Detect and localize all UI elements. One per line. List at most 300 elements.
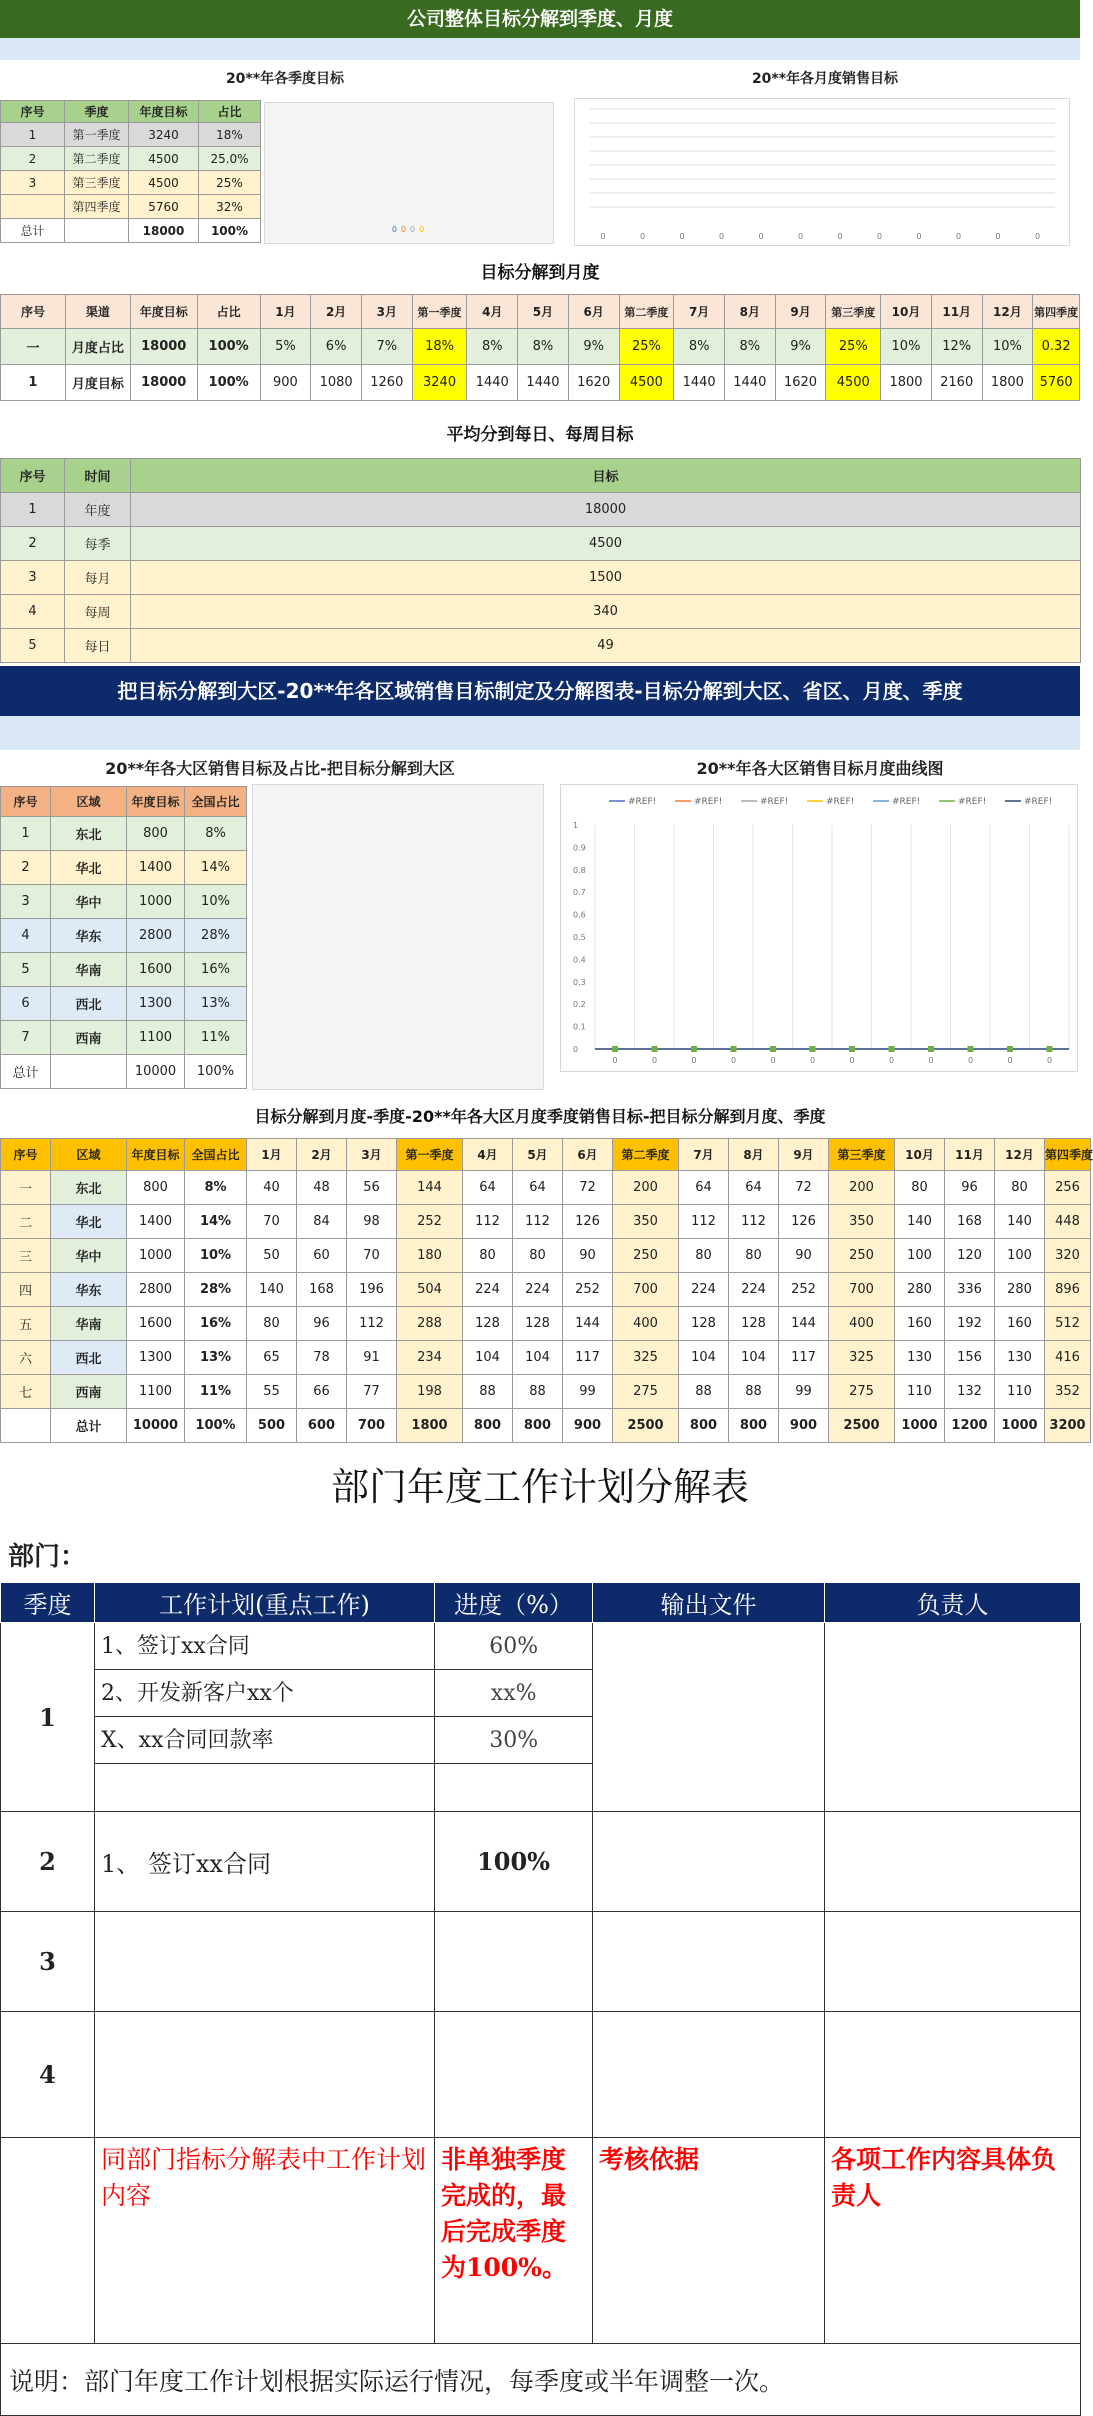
series-marker	[1047, 1046, 1053, 1052]
region-monthly-header-cell: 5月	[513, 1139, 563, 1171]
quarter-header-cell: 占比	[199, 101, 261, 123]
quarter-cell: 2	[1, 147, 65, 171]
region-monthly-cell: 224	[729, 1273, 779, 1307]
region-monthly-cell: 88	[679, 1375, 729, 1409]
daily-cell: 3	[1, 561, 65, 595]
monthly-header-cell: 4月	[467, 295, 518, 329]
region-cell: 华中	[51, 885, 127, 919]
region-monthly-cell: 250	[829, 1239, 895, 1273]
region-monthly-cell: 800	[679, 1409, 729, 1443]
quarter-cell: 18%	[199, 123, 261, 147]
monthly-cell: 1620	[568, 365, 619, 401]
x-tick-label: 0	[797, 232, 804, 241]
y-tick-label: 0.6	[573, 910, 586, 920]
region-cell: 2800	[127, 919, 185, 953]
daily-cell: 2	[1, 527, 65, 561]
region-monthly-cell: 224	[463, 1273, 513, 1307]
region-monthly-header-cell: 7月	[679, 1139, 729, 1171]
monthly-header-cell: 11月	[931, 295, 982, 329]
region-monthly-cell: 90	[563, 1239, 613, 1273]
q2-progress: 100%	[435, 1812, 593, 1912]
monthly-cell: 1440	[724, 365, 775, 401]
section5-title: 目标分解到月度-季度-20**年各大区月度季度销售目标-把目标分解到月度、季度	[254, 1107, 826, 1126]
series-marker	[849, 1046, 855, 1052]
monthly-cell: 5%	[260, 329, 311, 365]
region-monthly-cell: 252	[397, 1205, 463, 1239]
monthly-line-chart	[574, 98, 1070, 246]
monthly-header-cell: 3月	[361, 295, 412, 329]
col-owner: 负责人	[825, 1583, 1081, 1623]
quarter-cell: 第三季度	[65, 171, 129, 195]
series-marker	[652, 1046, 658, 1052]
monthly-cell: 1260	[361, 365, 412, 401]
region-monthly-cell: 800	[513, 1409, 563, 1443]
region-cell: 1400	[127, 851, 185, 885]
monthly-cell: 一	[1, 329, 66, 365]
region-target-table	[0, 786, 247, 1089]
region-monthly-table	[0, 1138, 1091, 1443]
legend-label: #REF!	[628, 797, 657, 807]
x-tick-label: 0	[888, 1056, 895, 1065]
legend-label: #REF!	[760, 797, 789, 807]
quarter-cell: 总计	[1, 219, 65, 243]
quarter-pie-chart	[264, 102, 554, 244]
region-monthly-cell: 1600	[127, 1307, 185, 1341]
daily-cell: 340	[131, 595, 1081, 629]
note-plan: 同部门指标分解表中工作计划内容	[95, 2138, 435, 2344]
series-marker	[968, 1046, 974, 1052]
quarter-header-cell: 序号	[1, 101, 65, 123]
q4-label: 4	[1, 2012, 95, 2138]
region-monthly-cell: 112	[513, 1205, 563, 1239]
region-monthly-cell: 325	[829, 1341, 895, 1375]
region-cell: 6	[1, 987, 51, 1021]
region-monthly-cell: 112	[729, 1205, 779, 1239]
pie-legend	[265, 225, 555, 234]
y-tick-label: 0.1	[573, 1022, 586, 1032]
region-monthly-header-cell: 10月	[895, 1139, 945, 1171]
monthly-cell: 100%	[197, 329, 260, 365]
quarter-cell: 4500	[129, 147, 199, 171]
region-monthly-cell: 800	[463, 1409, 513, 1443]
note-owner: 各项工作内容具体负责人	[825, 2138, 1081, 2344]
region-header-cell: 区域	[51, 787, 127, 817]
quarter-cell: 第一季度	[65, 123, 129, 147]
x-tick-label: 0	[770, 1056, 776, 1065]
region-monthly-cell: 160	[995, 1307, 1045, 1341]
region-monthly-cell: 128	[729, 1307, 779, 1341]
region-monthly-cell: 64	[513, 1171, 563, 1205]
region-monthly-cell: 70	[247, 1205, 297, 1239]
region-monthly-cell: 华东	[51, 1273, 127, 1307]
region-monthly-cell: 140	[895, 1205, 945, 1239]
region-monthly-cell: 华北	[51, 1205, 127, 1239]
region-monthly-cell: 144	[397, 1171, 463, 1205]
region-monthly-cell: 140	[247, 1273, 297, 1307]
region-monthly-cell: 70	[347, 1239, 397, 1273]
daily-cell: 4	[1, 595, 65, 629]
region-monthly-cell: 800	[729, 1409, 779, 1443]
region-monthly-cell: 西北	[51, 1341, 127, 1375]
region-monthly-cell: 280	[895, 1273, 945, 1307]
legend-label: #REF!	[826, 797, 855, 807]
monthly-cell: 9%	[775, 329, 826, 365]
daily-cell: 1500	[131, 561, 1081, 595]
region-monthly-cell: 48	[297, 1171, 347, 1205]
region-monthly-header-cell: 第三季度	[829, 1139, 895, 1171]
region-monthly-cell: 700	[613, 1273, 679, 1307]
daily-cell: 18000	[131, 493, 1081, 527]
y-tick-label: 0.5	[573, 933, 586, 942]
quarter-cell: 25%	[199, 171, 261, 195]
region-monthly-cell: 三	[1, 1239, 51, 1273]
region-monthly-cell: 250	[613, 1239, 679, 1273]
monthly-cell: 8%	[674, 329, 725, 365]
monthly-cell: 1620	[775, 365, 826, 401]
region-monthly-cell: 99	[779, 1375, 829, 1409]
region-cell: 西南	[51, 1021, 127, 1055]
y-tick-label: 0.3	[573, 977, 586, 987]
region-monthly-cell: 110	[895, 1375, 945, 1409]
region-monthly-cell: 88	[463, 1375, 513, 1409]
region-monthly-cell: 320	[1045, 1239, 1091, 1273]
monthly-cell: 18%	[412, 329, 467, 365]
monthly-cell: 8%	[724, 329, 775, 365]
region-monthly-cell: 128	[679, 1307, 729, 1341]
region-monthly-cell: 325	[613, 1341, 679, 1375]
series-marker	[731, 1046, 737, 1052]
region-monthly-cell: 72	[779, 1171, 829, 1205]
monthly-cell: 5760	[1033, 365, 1080, 401]
region-monthly-header-cell: 第二季度	[613, 1139, 679, 1171]
section1-banner: 公司整体目标分解到季度、月度	[0, 0, 1080, 38]
region-monthly-cell: 2500	[613, 1409, 679, 1443]
monthly-cell: 1	[1, 365, 66, 401]
region-cell: 西北	[51, 987, 127, 1021]
col-plan: 工作计划(重点工作)	[95, 1583, 435, 1623]
quarter-cell: 18000	[129, 219, 199, 243]
monthly-cell: 10%	[982, 329, 1033, 365]
region-monthly-cell: 一	[1, 1171, 51, 1205]
region-monthly-cell: 10%	[185, 1239, 247, 1273]
monthly-header-cell: 7月	[674, 295, 725, 329]
region-monthly-cell: 100%	[185, 1409, 247, 1443]
region-cell: 100%	[185, 1055, 247, 1089]
daily-cell: 49	[131, 629, 1081, 663]
region-monthly-cell: 117	[779, 1341, 829, 1375]
region-monthly-cell: 600	[297, 1409, 347, 1443]
region-monthly-cell: 56	[347, 1171, 397, 1205]
region-monthly-cell: 140	[995, 1205, 1045, 1239]
daily-header-cell: 序号	[1, 459, 65, 493]
quarter-cell	[1, 195, 65, 219]
x-tick-label: 0	[995, 232, 1001, 241]
q2-label: 2	[1, 1812, 95, 1912]
region-monthly-cell: 五	[1, 1307, 51, 1341]
pie-legend-item: 0	[410, 225, 416, 234]
q1-progress-3: 30%	[434, 1717, 592, 1763]
region-monthly-cell: 112	[679, 1205, 729, 1239]
region-monthly-cell: 66	[297, 1375, 347, 1409]
col-progress: 进度（%）	[435, 1583, 593, 1623]
series-marker	[928, 1046, 934, 1052]
region-monthly-cell: 234	[397, 1341, 463, 1375]
region-monthly-cell: 1100	[127, 1375, 185, 1409]
region-monthly-header-cell: 第一季度	[397, 1139, 463, 1171]
q1-item-3: X、xx合同回款率	[101, 1728, 274, 1753]
monthly-breakdown-table	[0, 294, 1080, 401]
region-monthly-header-cell: 9月	[779, 1139, 829, 1171]
monthly-header-cell: 年度目标	[130, 295, 197, 329]
daily-cell: 每周	[65, 595, 131, 629]
region-monthly-cell: 275	[613, 1375, 679, 1409]
region-cell: 1000	[127, 885, 185, 919]
x-tick-label: 0	[1007, 1056, 1013, 1065]
region-monthly-cell: 700	[829, 1273, 895, 1307]
region-monthly-cell: 2800	[127, 1273, 185, 1307]
quarter-cell: 4500	[129, 171, 199, 195]
region-monthly-cell: 280	[995, 1273, 1045, 1307]
region-cell: 10%	[185, 885, 247, 919]
region-monthly-header-cell: 2月	[297, 1139, 347, 1171]
region-monthly-cell: 104	[463, 1341, 513, 1375]
x-tick-label: 0	[679, 232, 685, 241]
region-cell: 东北	[51, 817, 127, 851]
region-monthly-cell: 64	[463, 1171, 513, 1205]
monthly-cell: 3240	[412, 365, 467, 401]
region-cell: 华东	[51, 919, 127, 953]
region-monthly-cell: 126	[779, 1205, 829, 1239]
region-monthly-cell: 252	[563, 1273, 613, 1307]
region-cell: 3	[1, 885, 51, 919]
note-progress: 非单独季度完成的，最后完成季度为100%。	[435, 2138, 593, 2344]
region-monthly-cell: 288	[397, 1307, 463, 1341]
daily-header-cell: 时间	[65, 459, 131, 493]
monthly-cell: 25%	[619, 329, 674, 365]
section4-banner: 把目标分解到大区-20**年各区域销售目标制定及分解图表-目标分解到大区、省区、月度、季度	[0, 666, 1080, 716]
x-tick-label: 0	[967, 1056, 974, 1065]
region-cell: 华南	[51, 953, 127, 987]
region-cell: 1300	[127, 987, 185, 1021]
q1-label: 1	[1, 1623, 95, 1812]
y-tick-label: 1	[573, 821, 579, 830]
daily-cell: 4500	[131, 527, 1081, 561]
region-monthly-header-cell: 11月	[945, 1139, 995, 1171]
series-marker	[612, 1046, 618, 1052]
monthly-cell: 2160	[931, 365, 982, 401]
region-cell: 2	[1, 851, 51, 885]
region-monthly-cell: 80	[895, 1171, 945, 1205]
y-tick-label: 0.2	[573, 1000, 586, 1010]
region-monthly-cell: 华中	[51, 1239, 127, 1273]
region-monthly-header-cell: 年度目标	[127, 1139, 185, 1171]
series-marker	[770, 1046, 776, 1052]
region-monthly-cell: 130	[995, 1341, 1045, 1375]
series-marker	[1007, 1046, 1013, 1052]
region-monthly-cell: 196	[347, 1273, 397, 1307]
region-monthly-cell: 96	[297, 1307, 347, 1341]
quarter-cell: 100%	[199, 219, 261, 243]
quarter-cell: 第四季度	[65, 195, 129, 219]
plan-title: 部门年度工作计划分解表	[330, 1465, 749, 1509]
region-monthly-cell: 132	[945, 1375, 995, 1409]
region-monthly-cell: 275	[829, 1375, 895, 1409]
light-band-2	[0, 716, 1080, 750]
note-output: 考核依据	[593, 2138, 825, 2344]
x-tick-label: 0	[916, 232, 922, 241]
quarter-cell: 3	[1, 171, 65, 195]
region-monthly-cell: 110	[995, 1375, 1045, 1409]
region-monthly-cell: 55	[247, 1375, 297, 1409]
region-monthly-cell: 10000	[127, 1409, 185, 1443]
monthly-cell: 8%	[518, 329, 569, 365]
region-monthly-cell: 128	[463, 1307, 513, 1341]
region-monthly-cell: 78	[297, 1341, 347, 1375]
region-cell: 14%	[185, 851, 247, 885]
region-monthly-cell: 华南	[51, 1307, 127, 1341]
region-monthly-cell: 100	[895, 1239, 945, 1273]
monthly-cell: 1440	[674, 365, 725, 401]
monthly-header-cell: 6月	[568, 295, 619, 329]
region-monthly-cell: 168	[297, 1273, 347, 1307]
region-monthly-cell: 84	[297, 1205, 347, 1239]
region-monthly-cell: 1300	[127, 1341, 185, 1375]
daily-cell: 每季	[65, 527, 131, 561]
daily-cell: 5	[1, 629, 65, 663]
legend-label: #REF!	[694, 797, 723, 807]
region-monthly-cell: 99	[563, 1375, 613, 1409]
region-monthly-cell: 104	[679, 1341, 729, 1375]
monthly-cell: 12%	[931, 329, 982, 365]
daily-header-cell: 目标	[131, 459, 1081, 493]
region-monthly-header-cell: 6月	[563, 1139, 613, 1171]
x-tick-label: 0	[849, 1056, 855, 1065]
region-monthly-cell: 252	[779, 1273, 829, 1307]
region-monthly-cell	[1, 1409, 51, 1443]
region-monthly-cell: 64	[679, 1171, 729, 1205]
region-monthly-cell: 8%	[185, 1171, 247, 1205]
region-monthly-cell: 198	[397, 1375, 463, 1409]
region-monthly-cell: 总计	[51, 1409, 127, 1443]
region-monthly-cell: 98	[347, 1205, 397, 1239]
region-monthly-cell: 90	[779, 1239, 829, 1273]
region-monthly-cell: 104	[513, 1341, 563, 1375]
monthly-header-cell: 第一季度	[412, 295, 467, 329]
region-cell: 800	[127, 817, 185, 851]
region-cell: 10000	[127, 1055, 185, 1089]
region-monthly-cell: 400	[613, 1307, 679, 1341]
region-monthly-cell: 126	[563, 1205, 613, 1239]
daily-weekly-table	[0, 458, 1081, 663]
region-monthly-cell: 77	[347, 1375, 397, 1409]
monthly-cell: 25%	[826, 329, 881, 365]
x-tick-label: 0	[1034, 232, 1041, 241]
region-pie-chart	[252, 784, 544, 1090]
region-monthly-header-cell: 第四季度	[1045, 1139, 1091, 1171]
monthly-header-cell: 8月	[724, 295, 775, 329]
daily-cell: 每月	[65, 561, 131, 595]
region-monthly-cell: 72	[563, 1171, 613, 1205]
monthly-header-cell: 1月	[260, 295, 311, 329]
region-monthly-cell: 224	[679, 1273, 729, 1307]
region-cell: 1	[1, 817, 51, 851]
region-monthly-cell: 1800	[397, 1409, 463, 1443]
quarter-cell: 1	[1, 123, 65, 147]
region-monthly-cell: 11%	[185, 1375, 247, 1409]
region-monthly-cell: 200	[613, 1171, 679, 1205]
monthly-cell: 9%	[568, 329, 619, 365]
series-marker	[889, 1046, 895, 1052]
region-monthly-header-cell: 序号	[1, 1139, 51, 1171]
region-monthly-cell: 400	[829, 1307, 895, 1341]
q1-item-2: 2、开发新客户xx个	[101, 1681, 294, 1706]
region-cell: 7	[1, 1021, 51, 1055]
region-monthly-cell: 1000	[895, 1409, 945, 1443]
monthly-cell: 7%	[361, 329, 412, 365]
region-monthly-cell: 120	[945, 1239, 995, 1273]
monthly-cell: 0.32	[1033, 329, 1080, 365]
work-plan-table	[0, 1582, 1081, 2416]
x-tick-label: 0	[1046, 1056, 1053, 1065]
region-monthly-cell: 350	[829, 1205, 895, 1239]
monthly-cell: 4500	[619, 365, 674, 401]
quarter-cell	[65, 219, 129, 243]
region-monthly-cell: 四	[1, 1273, 51, 1307]
region-monthly-cell: 88	[729, 1375, 779, 1409]
region-monthly-cell: 1400	[127, 1205, 185, 1239]
region-monthly-cell: 104	[729, 1341, 779, 1375]
q1-progress-2: xx%	[434, 1670, 592, 1716]
region-monthly-cell: 1200	[945, 1409, 995, 1443]
x-tick-label: 0	[928, 1056, 934, 1065]
region-monthly-cell: 168	[945, 1205, 995, 1239]
monthly-cell: 1800	[982, 365, 1033, 401]
region-monthly-cell: 160	[895, 1307, 945, 1341]
quarter-header-cell: 年度目标	[129, 101, 199, 123]
region-monthly-cell: 800	[127, 1171, 185, 1205]
region-monthly-cell: 65	[247, 1341, 297, 1375]
monthly-cell: 月度占比	[65, 329, 130, 365]
region-cell: 5	[1, 953, 51, 987]
x-tick-label: 0	[730, 1056, 737, 1065]
monthly-cell: 6%	[311, 329, 362, 365]
region-monthly-cell: 500	[247, 1409, 297, 1443]
region-monthly-header-cell: 全国占比	[185, 1139, 247, 1171]
region-cell: 28%	[185, 919, 247, 953]
y-tick-label: 0.8	[573, 865, 586, 875]
region-monthly-cell: 60	[297, 1239, 347, 1273]
legend-label: #REF!	[958, 797, 987, 807]
monthly-cell: 900	[260, 365, 311, 401]
region-monthly-cell: 六	[1, 1341, 51, 1375]
region-cell: 11%	[185, 1021, 247, 1055]
region-cell: 8%	[185, 817, 247, 851]
region-monthly-cell: 28%	[185, 1273, 247, 1307]
quarter-target-table	[0, 100, 261, 243]
region-cell: 华北	[51, 851, 127, 885]
region-monthly-header-cell: 区域	[51, 1139, 127, 1171]
monthly-header-cell: 2月	[311, 295, 362, 329]
x-tick-label: 0	[600, 232, 606, 241]
monthly-header-cell: 渠道	[65, 295, 130, 329]
region-monthly-cell: 88	[513, 1375, 563, 1409]
region-monthly-cell: 50	[247, 1239, 297, 1273]
y-tick-label: 0	[573, 1045, 579, 1054]
region-monthly-header-cell: 8月	[729, 1139, 779, 1171]
legend-label: #REF!	[1024, 797, 1053, 807]
x-tick-label: 0	[691, 1056, 697, 1065]
region-monthly-cell: 192	[945, 1307, 995, 1341]
